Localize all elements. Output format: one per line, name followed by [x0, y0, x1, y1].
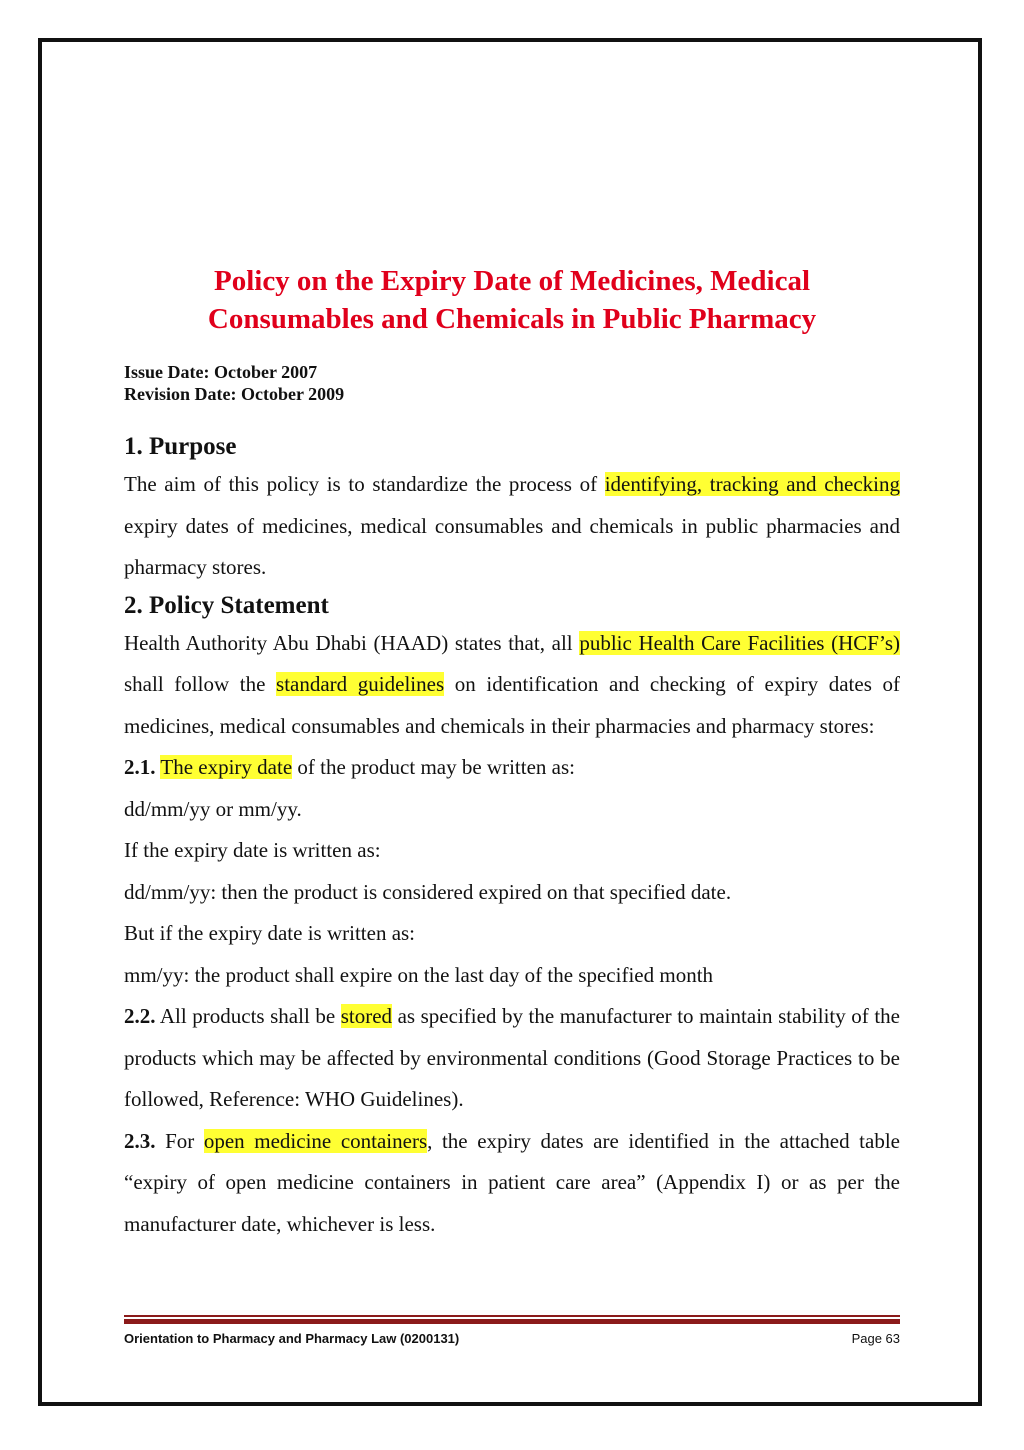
clause-text-end: , the expiry dates are identified in the attached table “expiry of open medicine containers in patient care area” (Appendix I) or as per the manufacturer date, whichever is less. — [124, 1128, 900, 1236]
clause-number: 2.2. — [124, 1004, 156, 1028]
highlight-expiry-date: The expiry date — [160, 755, 293, 779]
highlight-open-containers: open medicine containers — [203, 1128, 428, 1153]
clause-text: All products shall be — [155, 1004, 341, 1028]
policy-text-end: on identification and checking of expiry dates of medicines, medical consumables and chemicals in their pharmacies and pharmacy stores: — [124, 672, 900, 738]
clause-number: 2.1. — [124, 755, 156, 779]
clause-text: For — [155, 1128, 204, 1153]
clause-2-1-line: If the expiry date is written as: — [124, 838, 381, 862]
policy-text: Health Authority Abu Dhabi (HAAD) states that, all — [124, 630, 580, 655]
clause-2-1-line: mm/yy: the product shall expire on the last day of the specified month — [124, 962, 714, 987]
section-heading-purpose: 1. Purpose — [124, 433, 237, 460]
clause-2-3 — [124, 1121, 900, 1246]
clause-number: 2.3. — [124, 1128, 156, 1153]
document-body — [124, 430, 900, 1245]
highlight-guidelines: standard guidelines — [276, 672, 445, 696]
highlight-hcf: public Health Care Facilities (HCF’s) — [579, 630, 900, 655]
footer-divider-thick — [124, 1319, 900, 1324]
highlight-stored: stored — [340, 1004, 393, 1028]
purpose-paragraph — [124, 464, 900, 589]
purpose-text-end: expiry dates of medicines, medical consumables and chemicals in public pharmacies and pharmacy stores. — [124, 513, 900, 579]
clause-2-1-line: dd/mm/yy: then the product is considered expired on that specified date. — [124, 879, 732, 904]
section-heading-policy: 2. Policy Statement — [124, 591, 329, 619]
document-title — [124, 262, 900, 338]
policy-text-mid: shall follow the — [124, 672, 277, 696]
highlight-identifying: identifying, tracking and checking — [604, 472, 900, 496]
clause-2-1-line: dd/mm/yy or mm/yy. — [124, 796, 302, 821]
clause-2-2 — [124, 996, 900, 1121]
clause-2-1-line: But if the expiry date is written as: — [124, 921, 416, 945]
footer-page-number: Page 63 — [851, 1331, 900, 1346]
clause-text-end: as specified by the manufacturer to maintain stability of the products which may be affected by environmental conditions (Good Storage Practices to be followed, Reference: WHO Guidelines). — [124, 1004, 900, 1111]
title-line-2: Consumables and Chemicals in Public Pharmacy — [207, 303, 817, 335]
clause-2-1 — [124, 747, 900, 789]
title-line-1: Policy on the Expiry Date of Medicines, Medical — [213, 265, 810, 297]
issue-date: Issue Date: October 2007 — [124, 362, 318, 382]
clause-text: of the product may be written as: — [292, 755, 575, 779]
purpose-text: The aim of this policy is to standardize the process of — [124, 472, 605, 496]
footer-divider — [124, 1315, 900, 1317]
policy-paragraph — [124, 623, 900, 748]
document-dates — [124, 361, 344, 405]
footer-course-title: Orientation to Pharmacy and Pharmacy Law (0200131) — [124, 1331, 460, 1346]
revision-date: Revision Date: October 2009 — [124, 384, 345, 404]
